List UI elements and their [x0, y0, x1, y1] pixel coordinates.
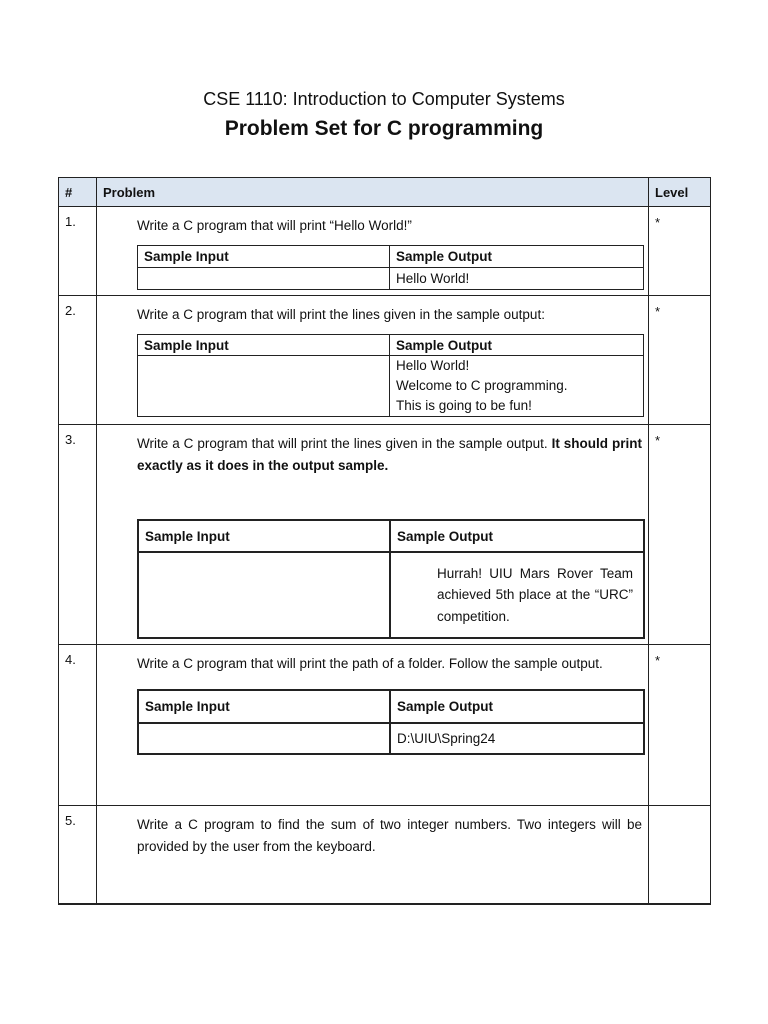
- sample-table: [137, 245, 644, 290]
- problem-number: 5.: [59, 806, 97, 904]
- problem-cell: [97, 806, 649, 904]
- problem-level: *: [649, 645, 711, 806]
- column-header-problem: Problem: [97, 178, 649, 207]
- problem-table: [58, 177, 711, 905]
- column-header-number: #: [59, 178, 97, 207]
- sample-input-value: [138, 356, 390, 417]
- sample-output-value: [390, 356, 644, 417]
- problem-level: *: [649, 425, 711, 645]
- document-title: Problem Set for C programming: [224, 117, 544, 140]
- sample-input-value: [138, 552, 390, 638]
- sample-table: [137, 519, 645, 639]
- sample-input-header: Sample Input: [138, 690, 390, 723]
- problem-number: 4.: [59, 645, 97, 806]
- problem-text: [137, 433, 642, 477]
- sample-output-value: Hello World!: [390, 268, 644, 290]
- sample-input-value: [138, 268, 390, 290]
- problem-cell: [97, 645, 649, 806]
- problem-text: Write a C program that will print “Hello World!”: [137, 218, 412, 233]
- sample-input-header: Sample Input: [138, 520, 390, 552]
- table-row: [59, 207, 711, 296]
- problem-level: *: [649, 207, 711, 296]
- sample-output-header: Sample Output: [390, 335, 644, 356]
- problem-number: 2.: [59, 296, 97, 425]
- column-header-level: Level: [649, 178, 711, 207]
- sample-input-header: Sample Input: [138, 335, 390, 356]
- output-line: This is going to be fun!: [396, 398, 532, 413]
- sample-output-value: [390, 552, 644, 638]
- problem-text: Write a C program that will print the lines given in the sample output:: [137, 307, 545, 322]
- output-line: Hello World!: [396, 358, 470, 373]
- table-header-row: [59, 178, 711, 207]
- problem-cell: [97, 296, 649, 425]
- problem-text-bold: It should print exactly as it does in the output sample.: [137, 436, 642, 473]
- course-title: CSE 1110: Introduction to Computer Systems: [203, 89, 565, 109]
- problem-level: *: [649, 296, 711, 425]
- problem-level: [649, 806, 711, 904]
- sample-output-header: Sample Output: [390, 246, 644, 268]
- sample-output-header: Sample Output: [390, 520, 644, 552]
- problem-cell: [97, 207, 649, 296]
- output-line: Hurrah! UIU Mars Rover Team achieved 5th place at the “URC” competition.: [437, 565, 633, 624]
- table-row: [59, 296, 711, 425]
- problem-number: 1.: [59, 207, 97, 296]
- sample-input-header: Sample Input: [138, 246, 390, 268]
- sample-table: [137, 689, 645, 755]
- problem-number: 3.: [59, 425, 97, 645]
- problem-text-normal: Write a C program that will print the lines given in the sample output.: [137, 436, 548, 451]
- sample-table: [137, 334, 644, 417]
- table-row: [59, 425, 711, 645]
- problem-cell: [97, 425, 649, 645]
- sample-output-value: D:\UIU\Spring24: [390, 723, 644, 754]
- problem-text: Write a C program that will print the path of a folder. Follow the sample output.: [137, 656, 603, 671]
- output-line: Welcome to C programming.: [396, 378, 568, 393]
- sample-input-value: [138, 723, 390, 754]
- table-row: [59, 645, 711, 806]
- table-row: [59, 806, 711, 904]
- problem-text: Write a C program to find the sum of two integer numbers. Two integers will be provided by the user from the keyboard.: [137, 817, 642, 854]
- sample-output-header: Sample Output: [390, 690, 644, 723]
